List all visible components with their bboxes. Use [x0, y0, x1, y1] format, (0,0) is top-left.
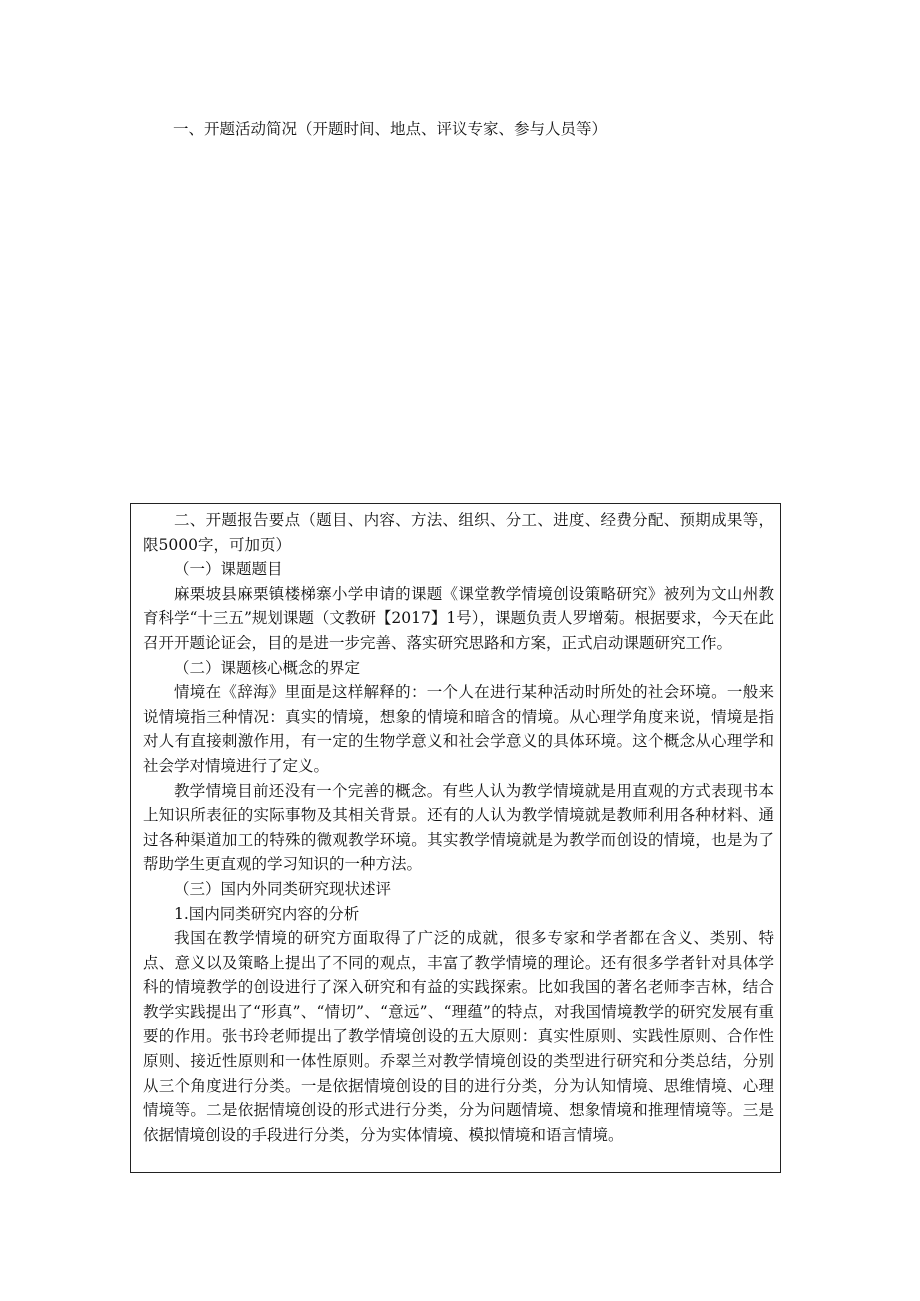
section2-heading: 二、开题报告要点（题目、内容、方法、组织、分工、进度、经费分配、预期成果等，限5000字，可加页）	[143, 511, 774, 554]
item-title-domestic-research: 1.国内同类研究内容的分析	[174, 904, 360, 923]
paragraph-teaching-situation-definition: 教学情境目前还没有一个完善的概念。有些人认为教学情境就是用直观的方式表现书本上知识所表征的实际事物及其相关背景。还有的人认为教学情境就是教师利用各种材料、通过各种渠道加工的特殊的微观教学环境。其实教学情境就是为教学而创设的情境，也是为了帮助学生更直观的学习知识的一种方法。	[143, 781, 774, 874]
subsection-title-core-concepts: （二）课题核心概念的界定	[174, 658, 361, 677]
paragraph-topic-description: 麻栗坡县麻栗镇楼梯寨小学申请的课题《课堂教学情境创设策略研究》被列为文山州教育科学“十三五”规划课题（文教研【2017】1号），课题负责人罗增菊。根据要求，今天在此召开开题论证会，目的是进一步完善、落实研究思路和方案，正式启动课题研究工作。	[143, 584, 774, 652]
subsection-title-topic: （一）课题题目	[174, 560, 283, 579]
report-points-box	[130, 503, 781, 1173]
section1-heading: 一、开题活动简况（开题时间、地点、评议专家、参与人员等）	[173, 120, 608, 138]
paragraph-domestic-research: 我国在教学情境的研究方面取得了广泛的成就，很多专家和学者都在含义、类别、特点、意义以及策略上提出了不同的观点，丰富了教学情境的理论。还有很多学者针对具体学科的情境教学的创设进行了深入研究和有益的实践探索。比如我国的著名老师李吉林，结合教学实践提出了“形真”、“情切”、“意远”、“理蕴”的特点，对我国情境教学的研究发展有重要的作用。张书玲老师提出了教学情境创设的五大原则：真实性原则、实践性原则、合作性原则、接近性原则和一体性原则。乔翠兰对教学情境创设的类型进行研究和分类总结，分别从三个角度进行分类。一是依据情境创设的目的进行分类，分为认知情境、思维情境、心理情境等。二是依据情境创设的形式进行分类，分为问题情境、想象情境和推理情境等。三是依据情境创设的手段进行分类，分为实体情境、模拟情境和语言情境。	[143, 929, 774, 1144]
paragraph-situation-definition: 情境在《辞海》里面是这样解释的：一个人在进行某种活动时所处的社会环境。一般来说情境指三种情况：真实的情境，想象的情境和暗含的情境。从心理学角度来说，情境是指对人有直接刺激作用，有一定的生物学意义和社会学意义的具体环境。这个概念从心理学和社会学对情境进行了定义。	[143, 683, 774, 775]
subsection-title-research-review: （三）国内外同类研究现状述评	[174, 879, 392, 898]
